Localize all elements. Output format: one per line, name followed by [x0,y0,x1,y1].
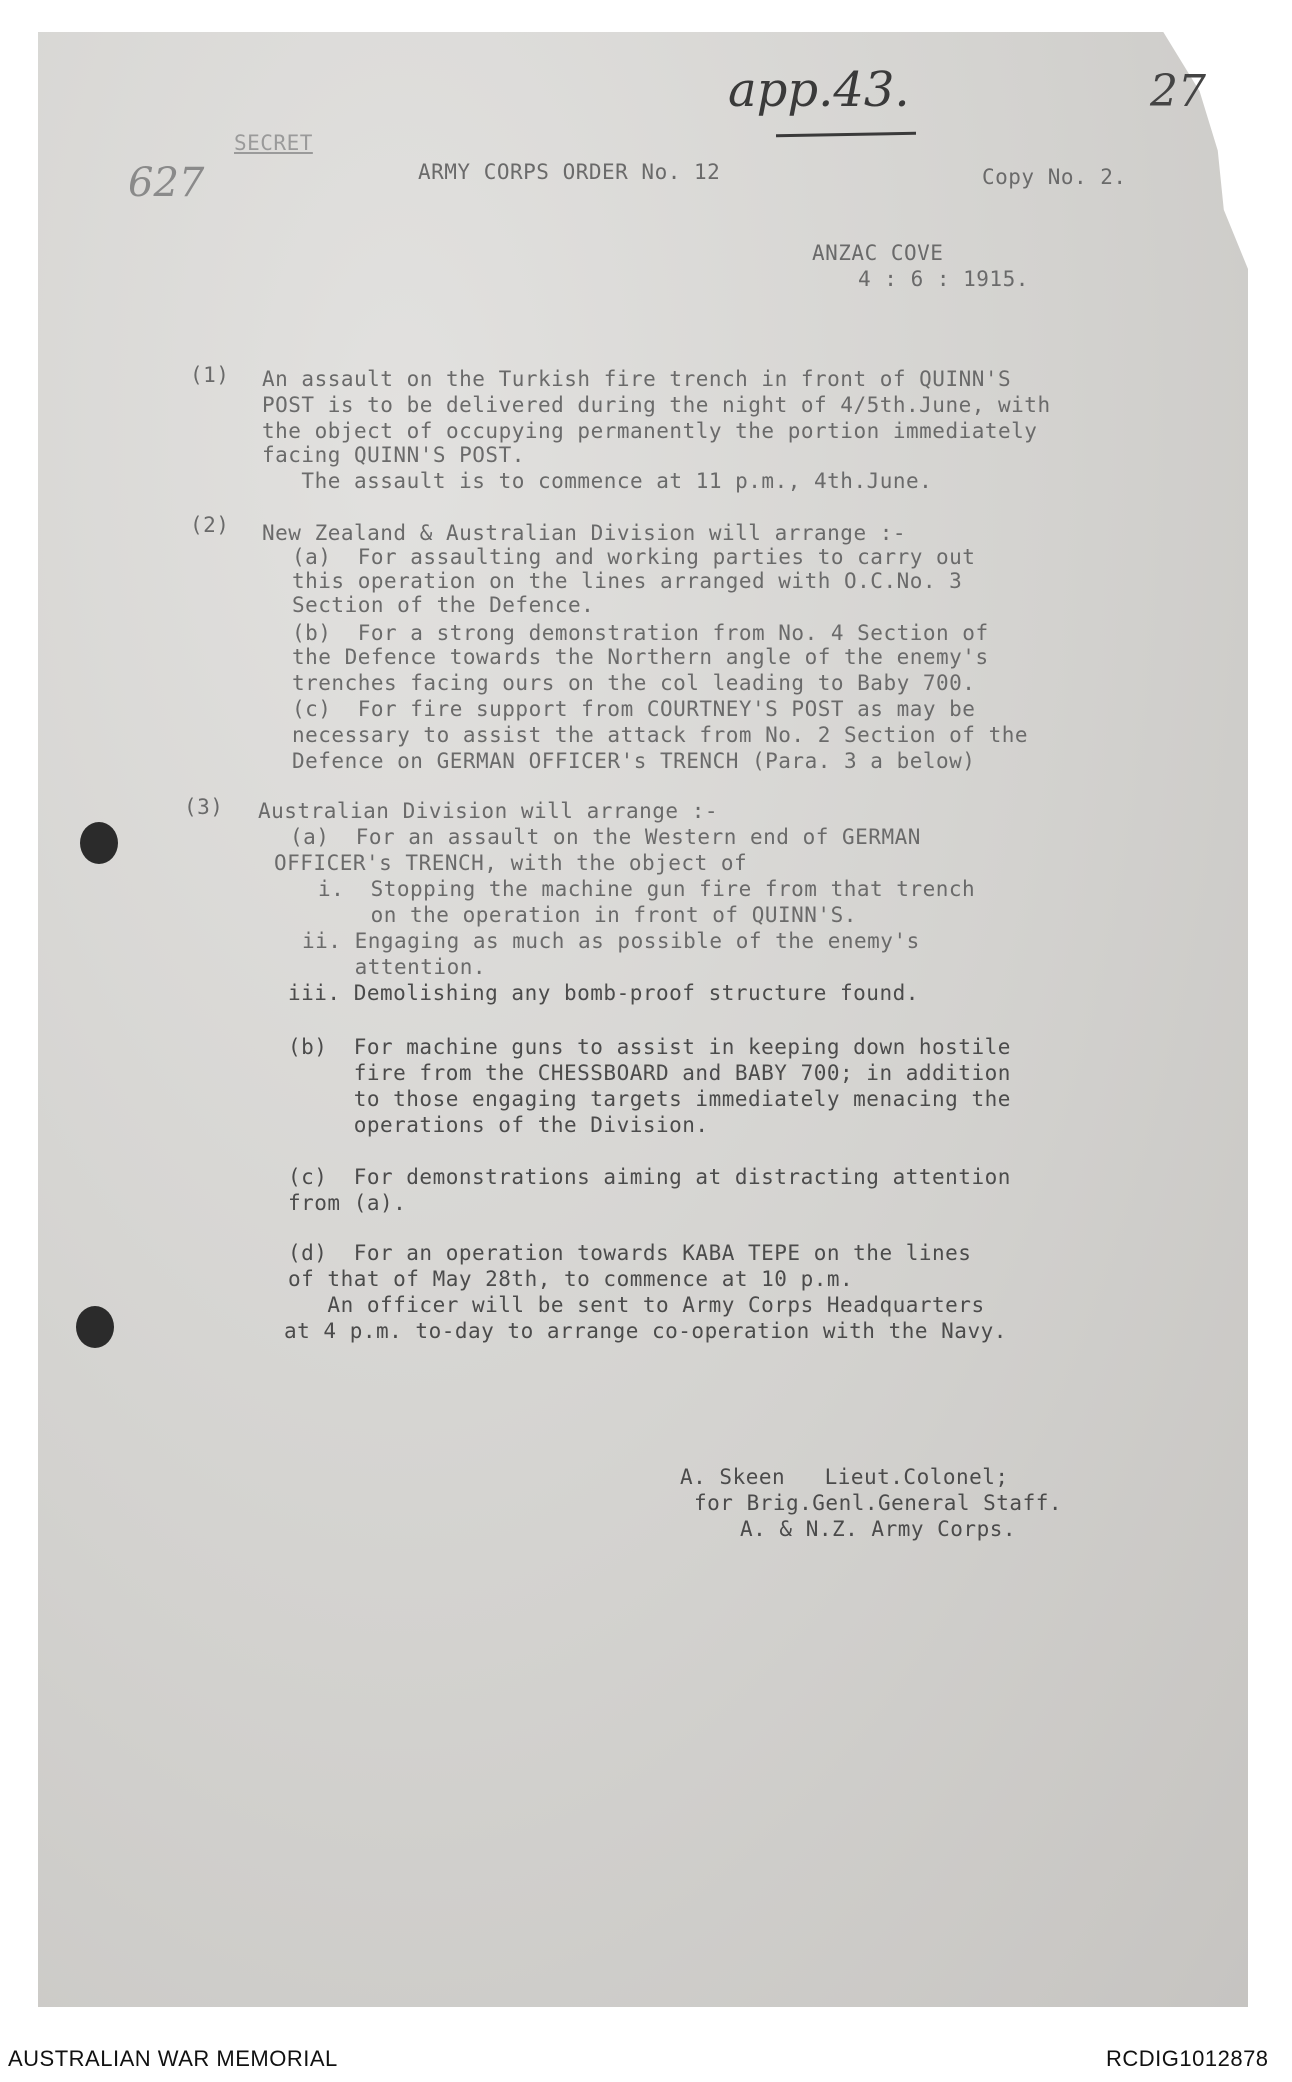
para-2-line: the Defence towards the Northern angle of the enemy's [292,645,989,669]
para-3-line: i. Stopping the machine gun fire from that trench [318,877,976,901]
para-3-line: ii. Engaging as much as possible of the enemy's [302,929,920,953]
signature-line: A. Skeen Lieut.Colonel; [680,1465,1009,1489]
footer-id: RCDIG1012878 [1106,2046,1269,2071]
punch-hole-lower [76,1306,114,1348]
para-2-line: Section of the Defence. [292,593,595,617]
para-3-line: from (a). [288,1191,407,1215]
para-3-line: iii. Demolishing any bomb-proof structure found. [288,981,919,1005]
para-1-line: The assault is to commence at 11 p.m., 4th.June. [262,469,933,493]
para-1-line: An assault on the Turkish fire trench in front of QUINN'S [262,367,1012,391]
para-3-line: fire from the CHESSBOARD and BABY 700; in addition [288,1061,1011,1085]
para-1-line: POST is to be delivered during the night of 4/5th.June, with [262,393,1051,417]
document-page [38,32,1248,2007]
place: ANZAC COVE [812,241,944,265]
signature-line: for Brig.Genl.General Staff. [694,1491,1063,1515]
para-2-line: trenches facing ours on the col leading to Baby 700. [292,671,976,695]
para-3-line: (a) For an assault on the Western end of GERMAN [290,825,921,849]
para-2-line: (b) For a strong demonstration from No. 4 Section of [292,621,989,645]
para-2-line: necessary to assist the attack from No. 2 Section of the [292,723,1029,747]
para-3-line: (b) For machine guns to assist in keeping down hostile [288,1035,1011,1059]
para-1-number: (1) [190,363,230,387]
para-2-line: New Zealand & Australian Division will arrange :- [262,521,907,545]
punch-hole-upper [80,822,118,864]
para-3-line: on the operation in front of QUINN'S. [318,903,857,927]
para-3-line: (d) For an operation towards KABA TEPE on the lines [288,1241,972,1265]
para-3-line: at 4 p.m. to-day to arrange co-operation with the Navy. [284,1319,1007,1343]
para-1-line: facing QUINN'S POST. [262,443,525,467]
para-1-line: the object of occupying permanently the portion immediately [262,419,1038,443]
secret-label: SECRET [234,131,313,155]
para-3-line: attention. [302,955,487,979]
marginal-note: 627 [128,160,205,206]
folio-number: 27 [1150,66,1206,117]
para-2-line: (a) For assaulting and working parties to carry out [292,545,976,569]
para-3-line: Australian Division will arrange :- [258,799,719,823]
app-number-annotation: app.43. [728,62,910,118]
signature-line: A. & N.Z. Army Corps. [740,1517,1017,1541]
para-2-line: this operation on the lines arranged with O.C.No. 3 [292,569,963,593]
para-3-line: (c) For demonstrations aiming at distracting attention [288,1165,1011,1189]
para-2-number: (2) [190,513,230,537]
para-3-line: to those engaging targets immediately menacing the [288,1087,1011,1111]
para-2-line: (c) For fire support from COURTNEY'S POST as may be [292,697,976,721]
copy-number: Copy No. 2. [982,165,1127,189]
order-title: ARMY CORPS ORDER No. 12 [418,160,721,184]
date: 4 : 6 : 1915. [858,267,1029,291]
para-3-line: An officer will be sent to Army Corps Headquarters [288,1293,985,1317]
para-2-line: Defence on GERMAN OFFICER's TRENCH (Para. 3 a below) [292,749,976,773]
para-3-line: operations of the Division. [288,1113,709,1137]
para-3-line: of that of May 28th, to commence at 10 p.m. [288,1267,854,1291]
footer-source: AUSTRALIAN WAR MEMORIAL [8,2046,338,2071]
para-3-number: (3) [184,795,224,819]
para-3-line: OFFICER's TRENCH, with the object of [274,851,748,875]
